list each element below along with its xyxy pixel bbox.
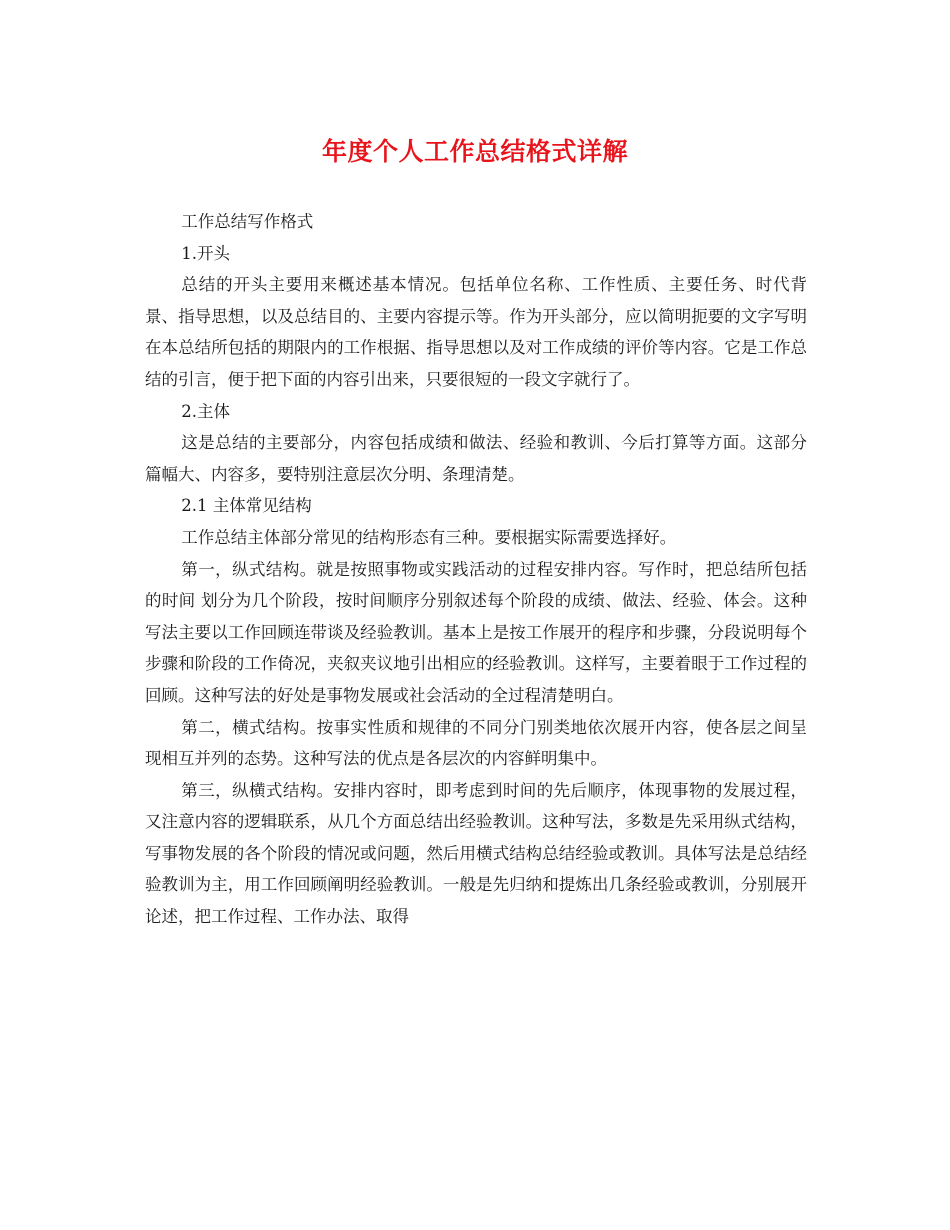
subsection-heading: 2.主体 — [181, 401, 231, 421]
body-paragraph: 第三，纵横式结构。安排内容时，即考虑到时间的先后顺序，体现事物的发展过程，又注意内容的逻辑联系，从几个方面总结出经验教训。这种写法，多数是先采用纵式结构，写事物发展的各个阶段的情况或问题，然后用横式结构总结经验或教训。具体写法是总结经验教训为主，用工作回顾阐明经验教训。一般是先归纳和提炼出几条经验或教训，分别展开论述，把工作过程、工作办法、取得 — [145, 780, 807, 927]
subsection-heading: 1.开头 — [181, 243, 231, 263]
document-body — [145, 206, 807, 933]
body-paragraph: 工作总结主体部分常见的结构形态有三种。要根据实际需要选择好。 — [181, 527, 677, 547]
body-paragraph: 总结的开头主要用来概述基本情况。包括单位名称、工作性质、主要任务、时代背景、指导思想，以及总结目的、主要内容提示等。作为开头部分，应以简明扼要的文字写明在本总结所包括的期限内的工作根据、指导思想以及对工作成绩的评价等内容。它是工作总结的引言，便于把下面的内容引出来，只要很短的一段文字就行了。 — [145, 275, 807, 389]
subsection-heading: 2.1 主体常见结构 — [181, 496, 312, 516]
body-paragraph: 第二，横式结构。按事实性质和规律的不同分门别类地依次展开内容，使各层之间呈现相互并列的态势。这种写法的优点是各层次的内容鲜明集中。 — [145, 717, 807, 769]
document-title: 年度个人工作总结格式详解 — [321, 137, 628, 166]
body-paragraph: 这是总结的主要部分，内容包括成绩和做法、经验和教训、今后打算等方面。这部分篇幅大、内容多，要特别注意层次分明、条理清楚。 — [145, 433, 807, 484]
section-heading: 工作总结写作格式 — [181, 212, 314, 231]
body-paragraph: 第一，纵式结构。就是按照事物或实践活动的过程安排内容。写作时，把总结所包括的时间 划分为几个阶段，按时间顺序分别叙述每个阶段的成绩、做法、经验、体会。这种写法主要以工作回顾连带谈及经验教训。基本上是按工作展开的程序和步骤，分段说明每个步骤和阶段的工作倚况，夹叙夹议地引出相应的经验教训。这样写，主要着眼于工作过程的回顾。这种写法的好处是事物发展或社会活动的全过程清楚明白。 — [145, 559, 807, 705]
